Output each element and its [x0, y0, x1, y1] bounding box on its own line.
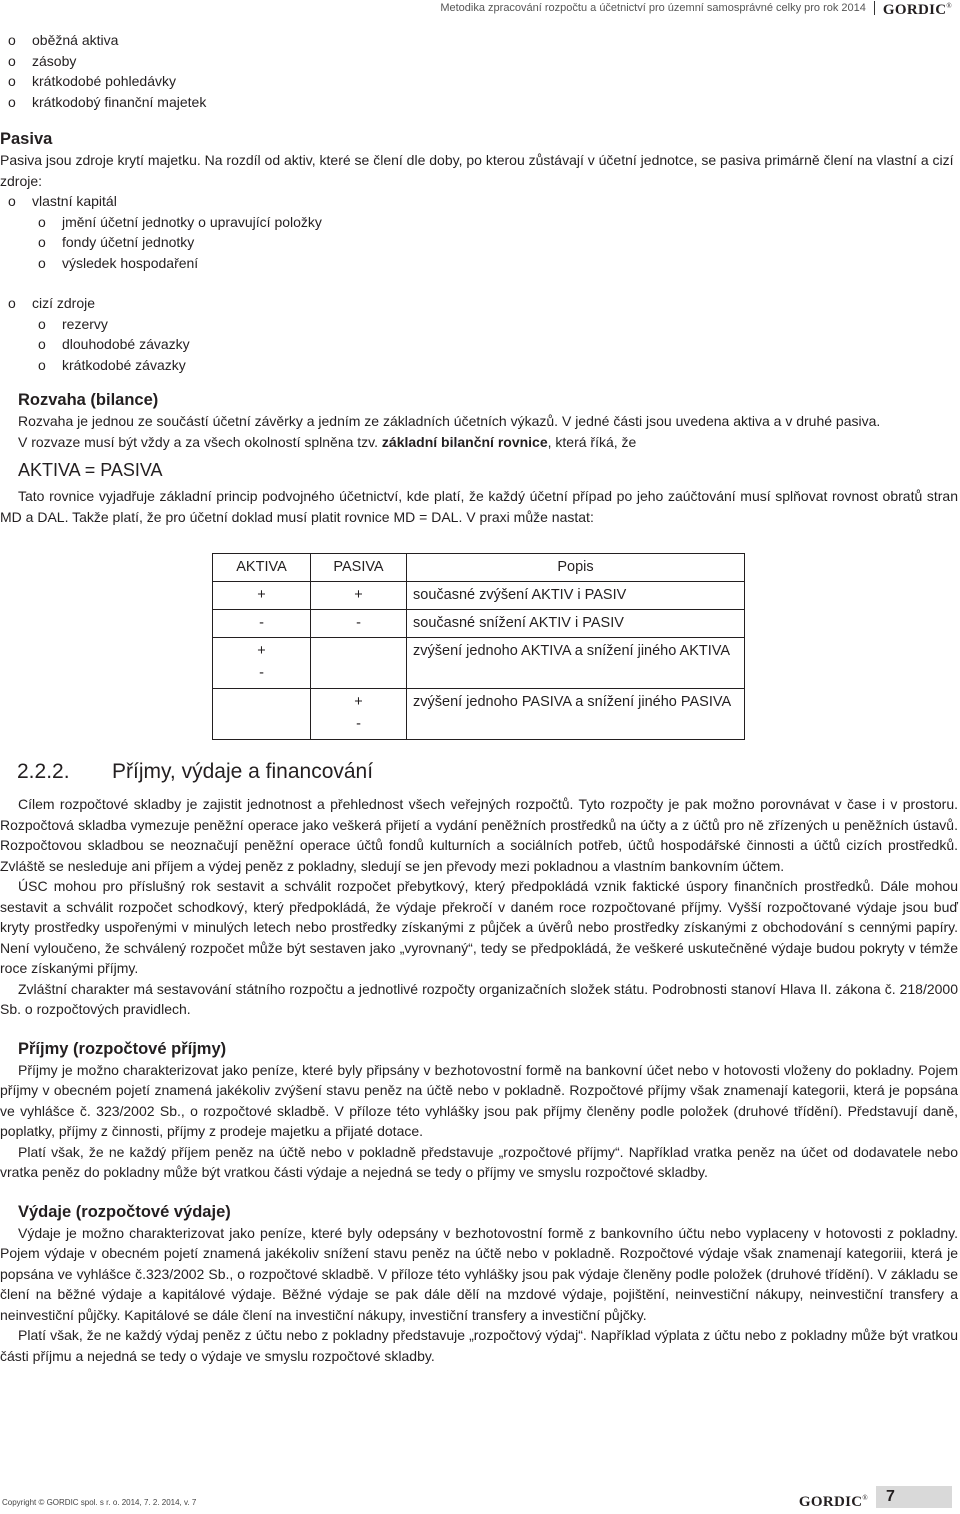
section-paragraph-1: Cílem rozpočtové skladby je zajistit jednotnost a přehlednost všech veřejných rozpočtů. Tyto rozpočty je pak možno porovnávat v čase i v prostoru. Rozpočtová skladba vymezuje peněžní operace jako veškerá přijetí a vydání peněžních prostředků na účty a z účtů pro ně zřízených u peněžních ústavů. Rozpočtovou skladbou se neoznačují peněžní operace účtů fondů kulturních a sociálních potřeb, účtů hospodářské činnosti a účtů cizích prostředků. Zvláště se nesleduje ani příjem a výdej peněz z pokladny, sledují se jen převody mezi pokladnou a vlastním bankovním účtem.	[0, 796, 958, 874]
pasiva-intro: Pasiva jsou zdroje krytí majetku. Na rozdíl od aktiv, které se člení dle doby, po kterou zůstávají v účetní jednotce, se pasiva primárně člení na vlastní a cizí zdroje:	[0, 152, 954, 189]
vydaje-paragraph-1: Výdaje je možno charakterizovat jako peníze, které byly odepsány v bezhotovostní formě z bankovního účtu nebo vyplaceny v hotovosti z pokladny. Pojem výdaje v obecném pojetí znamená jakékoliv snížení stavu peněz na účtě nebo v pokladně. Rozpočtové výdaje však znamenají kategoriii, která je popsána ve vyhlášce č.323/2002 Sb., o rozpočtové skladbě. V příloze této vyhlášky jsou pak výdaje členěny podle položek (druhové třídění). V základu se člení na běžné výdaje a kapitálové výdaje. Běžné výdaje se pak dále dělí na mzdové výdaje, pojištění, neinvestiční nákupy, neinvestiční transfery a neinvestiční půjčky. Kapitálové se dále člení na investiční nákupy, investiční transfery a investiční půjčky.	[0, 1224, 958, 1323]
table-cell: -	[213, 610, 311, 638]
header-aktiva: AKTIVA	[213, 554, 311, 582]
list-item: o zásoby	[8, 52, 77, 69]
list-item: o dlouhodobé závazky	[38, 336, 190, 352]
header-divider	[874, 1, 875, 15]
table-cell: současné snížení AKTIV i PASIV	[407, 610, 745, 638]
table-row	[213, 610, 745, 638]
rozvaha-paragraph: Tato rovnice vyjadřuje základní princip podvojného účetnictví, kde platí, že každý účetní případ po jeho zaúčtování musí splňovat rovnost obratů stran MD a DAL. Takže platí, že pro účetní doklad musí platit rovnice MD = DAL. V praxi může nastat:	[0, 488, 958, 525]
table-cell: zvýšení jednoho AKTIVA a snížení jiného AKTIVA	[407, 638, 745, 689]
vydaje-heading: Výdaje (rozpočtové výdaje)	[18, 1202, 231, 1221]
table-cell	[311, 638, 407, 689]
running-title: Metodika zpracování rozpočtu a účetnictví pro územní samosprávné celky pro rok 2014	[440, 2, 866, 14]
header-pasiva: PASIVA	[311, 554, 407, 582]
assets-list	[0, 30, 958, 112]
table-header-row	[213, 554, 745, 582]
table-cell: +	[213, 582, 311, 610]
table-row	[213, 689, 745, 740]
list-item: o rezervy	[38, 315, 108, 332]
section-title: Příjmy, výdaje a financování	[112, 760, 374, 783]
pasiva-list	[0, 191, 958, 375]
list-item: o fondy účetní jednotky	[38, 234, 195, 250]
list-item: o cizí zdroje	[8, 295, 96, 311]
rozvaha-section	[0, 389, 958, 452]
section-number: 2.2.2.	[17, 760, 70, 783]
table-cell: + -	[311, 689, 407, 740]
section-paragraph-2: ÚSC mohou pro příslušný rok sestavit a schválit rozpočet přebytkový, který předpokládá vznik faktické úspory finančních prostředků. Dále mohou sestavit a schválit rozpočet schodkový, který předpokládá, že výdaje překročí v daném roce rozpočtované příjmy. Vyšší rozpočtované výdaje jsou buď kryty prostředky uspořenými v minulých letech nebo prostředky získanými z půjček a úvěrů nebo prostředky získanými z obchodování s cennými papíry. Není vyloučeno, že schválený rozpočet může být sestaven jako „vyrovnaný“, tedy se předpokládá, že veškeré uskutečněné výdaje budou pokryty v témže roce získanými příjmy.	[0, 878, 958, 976]
table-row	[213, 582, 745, 610]
table-cell: + -	[213, 638, 311, 689]
list-item: o krátkodobé pohledávky	[8, 73, 176, 89]
table-cell: +	[311, 582, 407, 610]
vydaje-paragraph-2: Platí však, že ne každý výdaj peněz z účtu nebo z pokladny představuje „rozpočtový výdaj“. Například výplata z účtu nebo z pokladny může být vratkou části příjmu a nejedná se tedy o výdaje ve smyslu rozpočtové skladby.	[0, 1327, 958, 1364]
list-item: o výsledek hospodaření	[38, 254, 199, 271]
list-item: o vlastní kapitál	[8, 193, 117, 209]
rozvaha-line-1: Rozvaha je jednou ze součástí účetní závěrky a jedním ze základních účetních výkazů. V jedné části jsou uvedena aktiva a v druhé pasiva.	[18, 413, 881, 429]
pasiva-heading: Pasiva	[0, 130, 53, 148]
section-heading	[17, 758, 958, 786]
copyright-notice: Copyright © GORDIC spol. s r. o. 2014, 7. 2. 2014, v. 7	[2, 1498, 197, 1507]
table-cell: současné zvýšení AKTIV i PASIV	[407, 582, 745, 610]
page-footer	[0, 1486, 960, 1508]
prijmy-heading: Příjmy (rozpočtové příjmy)	[18, 1039, 227, 1058]
running-header	[440, 0, 952, 16]
balance-equation-term: základní bilanční rovnice	[381, 433, 548, 450]
page-number: 7	[876, 1486, 952, 1508]
list-item: o oběžná aktiva	[8, 32, 119, 48]
footer-brand-logo: GORDIC®	[798, 1494, 868, 1510]
balance-equation: AKTIVA = PASIVA	[18, 460, 163, 480]
list-item: o jmění účetní jednotky o upravující položky	[38, 213, 322, 230]
list-item: o krátkodobý finanční majetek	[8, 93, 207, 110]
balance-table	[212, 553, 745, 740]
section-paragraph-3: Zvláštní charakter má sestavování státního rozpočtu a jednotlivé rozpočty organizačních složek státu. Podrobnosti stanoví Hlava II. zákona č. 218/2000 Sb. o rozpočtových pravidlech.	[0, 980, 958, 1017]
table-cell: -	[311, 610, 407, 638]
header-brand-logo: GORDIC®	[882, 2, 952, 18]
header-popis: Popis	[407, 554, 745, 582]
table-row	[213, 638, 745, 689]
page-content	[0, 30, 958, 1366]
rozvaha-line-2: V rozvaze musí být vždy a za všech okolností splněna tzv. základní bilanční rovnice, která říká, že	[18, 433, 637, 450]
prijmy-paragraph-1: Příjmy je možno charakterizovat jako peníze, které byly připsány v bezhotovostní formě na bankovní účet nebo v hotovosti vloženy do pokladny. Pojem příjmy v obecném pojetí znamená jakékoliv zvýšení stavu peněz na účtě nebo v pokladně. Rozpočtové příjmy však znamenají kategorii, která je popsána ve vyhlášce č. 323/2002 Sb., o rozpočtové skladbě. V příloze této vyhlášky jsou pak příjmy členěny podle položek (druhové třídění). Představují daně, poplatky, příjmy z činnosti, příjmy z prodeje majetku a přijaté dotace.	[0, 1061, 958, 1139]
table-cell: zvýšení jednoho PASIVA a snížení jiného PASIVA	[407, 689, 745, 740]
list-item: o krátkodobé závazky	[38, 356, 186, 373]
prijmy-paragraph-2: Platí však, že ne každý příjem peněz na účtě nebo v pokladně představuje „rozpočtové příjmy“. Například vratka peněz na účet od dodavatele nebo vratka peněz do pokladny může být vratkou části výdaje a nejedná se tedy o příjmy ve smyslu rozpočtové skladby.	[0, 1143, 958, 1180]
table-cell	[213, 689, 311, 740]
rozvaha-heading: Rozvaha (bilance)	[18, 391, 159, 409]
